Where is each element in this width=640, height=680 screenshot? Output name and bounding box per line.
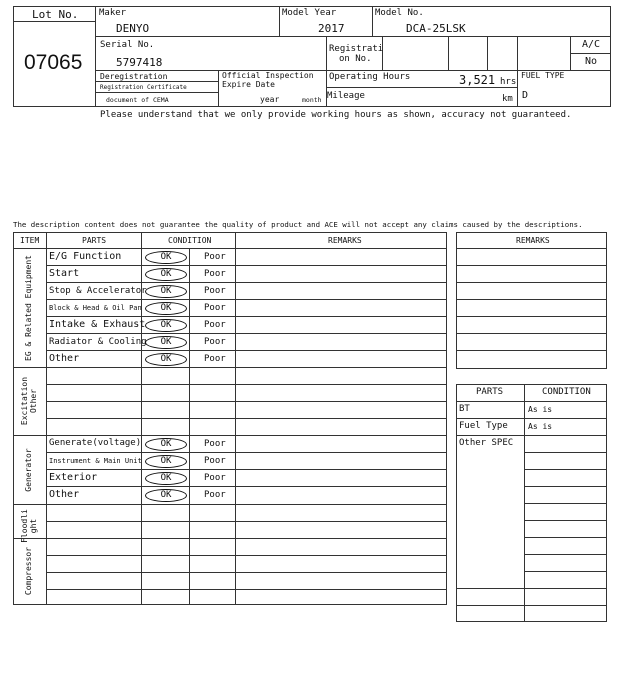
row-line: [46, 589, 447, 590]
ac-label: A/C: [582, 39, 601, 50]
row-label-intake-exhaust: Intake & Exhaust: [49, 319, 146, 330]
serial-no-value: 5797418: [116, 56, 163, 69]
side-part-fuel-type: Fuel Type: [459, 421, 508, 431]
row-line: [46, 572, 447, 573]
section-label-eg: EG & Related Equipment: [24, 255, 33, 361]
row-line: [46, 418, 447, 419]
row-line: [46, 384, 447, 385]
row-label-start: Start: [49, 268, 80, 279]
section-divider: [13, 435, 447, 436]
divider: [13, 21, 95, 22]
divider: [189, 248, 190, 605]
official-inspection-label: Official Inspection: [222, 71, 314, 80]
poor-label: Poor: [204, 439, 226, 449]
row-label-block-head-oil-pan: Block & Head & Oil Pan: [49, 304, 142, 312]
row-line: [456, 265, 607, 266]
lot-no-label: Lot No.: [32, 8, 79, 21]
poor-label: Poor: [204, 252, 226, 262]
row-line: [524, 571, 607, 572]
divider: [95, 81, 218, 82]
ok-mark: OK: [145, 319, 187, 332]
poor-label: Poor: [204, 354, 226, 364]
expire-date-label: Expire Date: [222, 80, 275, 89]
divider: [372, 6, 373, 36]
row-line: [46, 282, 447, 283]
section-label-generator: Generator: [24, 448, 33, 492]
side-remarks-table: [456, 232, 607, 369]
row-line: [46, 265, 447, 266]
ok-mark: OK: [145, 353, 187, 366]
item-header: ITEM: [20, 236, 40, 245]
deregistration-label: Deregistration: [100, 72, 168, 81]
row-line: [456, 282, 607, 283]
row-line: [46, 316, 447, 317]
side-parts-header: PARTS: [476, 387, 504, 397]
maker-value: DENYO: [116, 22, 150, 35]
row-line: [456, 588, 607, 589]
condition-header: CONDITION: [168, 236, 212, 245]
row-line: [524, 503, 607, 504]
row-line: [456, 418, 607, 419]
row-line: [456, 333, 607, 334]
parts-header: PARTS: [82, 236, 107, 245]
row-line: [46, 333, 447, 334]
divider: [279, 6, 280, 36]
row-label-exterior: Exterior: [49, 472, 98, 483]
row-line: [524, 452, 607, 453]
side-condition-fuel-type: As is: [528, 422, 553, 431]
ok-mark: OK: [145, 336, 187, 349]
row-label-instrument-main-unit: Instrument & Main Unit: [49, 457, 142, 465]
section-label-floodlight: Floodlight: [20, 509, 38, 543]
row-line: [46, 521, 447, 522]
hrs-label: hrs: [500, 77, 517, 87]
row-line: [524, 486, 607, 487]
row-label-radiator-cooling: Radiator & Cooling: [49, 337, 147, 347]
divider: [517, 36, 518, 107]
row-line: [46, 452, 447, 453]
ok-mark: OK: [145, 455, 187, 468]
row-line: [46, 350, 447, 351]
registration-certificate-label: Registration Certificate: [100, 84, 187, 91]
fuel-type-label: FUEL TYPE: [521, 71, 565, 80]
model-year-value: 2017: [318, 22, 345, 35]
divider: [487, 36, 488, 70]
row-line: [524, 554, 607, 555]
document-cema-label: document of CEMA: [106, 96, 169, 104]
row-line: [46, 555, 447, 556]
section-divider: [13, 538, 447, 539]
working-hours-notice: Please understand that we only provide working hours as shown, accuracy not guaranteed.: [100, 110, 572, 120]
section-label-excitation: Excitation Other: [20, 376, 38, 426]
side-remarks-header: REMARKS: [516, 236, 550, 245]
row-line: [456, 299, 607, 300]
row-line: [524, 469, 607, 470]
row-label-generate-voltage: Generate(voltage): [49, 438, 142, 448]
ok-mark: OK: [145, 489, 187, 502]
section-divider: [13, 367, 447, 368]
row-label-generator-other: Other: [49, 489, 80, 500]
registration-no-label: Registrati: [329, 44, 384, 54]
serial-no-label: Serial No.: [100, 40, 155, 50]
mileage-label: Mileage: [327, 91, 365, 101]
divider: [95, 92, 218, 93]
poor-label: Poor: [204, 337, 226, 347]
row-line: [46, 486, 447, 487]
row-line: [456, 350, 607, 351]
divider: [570, 53, 611, 54]
divider: [13, 248, 447, 249]
divider: [218, 70, 219, 107]
remarks-header: REMARKS: [328, 236, 362, 245]
poor-label: Poor: [204, 490, 226, 500]
maker-label: Maker: [99, 8, 127, 18]
ac-value: No: [585, 56, 598, 67]
side-condition-bt: As is: [528, 405, 553, 414]
row-label-other: Other: [49, 353, 80, 364]
side-part-bt: BT: [459, 404, 470, 414]
operating-hours-value: 3,521: [459, 73, 496, 87]
poor-label: Poor: [204, 269, 226, 279]
row-label-eg-function: E/G Function: [49, 251, 122, 262]
section-label-compressor: Compressor: [24, 546, 33, 596]
row-label-stop-accelerator: Stop & Accelerator: [49, 286, 147, 296]
ok-mark: OK: [145, 302, 187, 315]
side-part-other-spec: Other SPEC: [459, 438, 514, 448]
model-no-label: Model No.: [375, 8, 424, 18]
model-no-value: DCA-25LSK: [406, 22, 466, 35]
poor-label: Poor: [204, 320, 226, 330]
row-line: [46, 401, 447, 402]
fuel-type-value: D: [522, 90, 529, 101]
row-line: [46, 469, 447, 470]
divider: [95, 36, 611, 37]
operating-hours-label: Operating Hours: [329, 72, 411, 82]
ok-mark: OK: [145, 285, 187, 298]
row-line: [456, 248, 607, 249]
year-label: year: [260, 95, 280, 104]
row-line: [524, 520, 607, 521]
row-line: [456, 435, 607, 436]
row-line: [456, 605, 607, 606]
row-line: [456, 316, 607, 317]
ok-mark: OK: [145, 438, 187, 451]
ok-mark: OK: [145, 251, 187, 264]
row-line: [524, 537, 607, 538]
km-label: km: [502, 94, 513, 104]
model-year-label: Model Year: [282, 8, 337, 18]
poor-label: Poor: [204, 286, 226, 296]
month-label: month: [302, 96, 322, 104]
ok-mark: OK: [145, 268, 187, 281]
divider: [326, 87, 517, 88]
poor-label: Poor: [204, 303, 226, 313]
divider: [448, 36, 449, 70]
ok-mark: OK: [145, 472, 187, 485]
lot-no-value: 07065: [24, 51, 83, 74]
poor-label: Poor: [204, 473, 226, 483]
section-divider: [13, 504, 447, 505]
row-line: [456, 401, 607, 402]
row-line: [46, 299, 447, 300]
disclaimer: The description content does not guarantee the quality of product and ACE will not accept any claims caused by the descriptions.: [13, 220, 583, 229]
registration-no-label-2: on No.: [339, 54, 372, 64]
poor-label: Poor: [204, 456, 226, 466]
side-condition-header: CONDITION: [542, 387, 591, 397]
